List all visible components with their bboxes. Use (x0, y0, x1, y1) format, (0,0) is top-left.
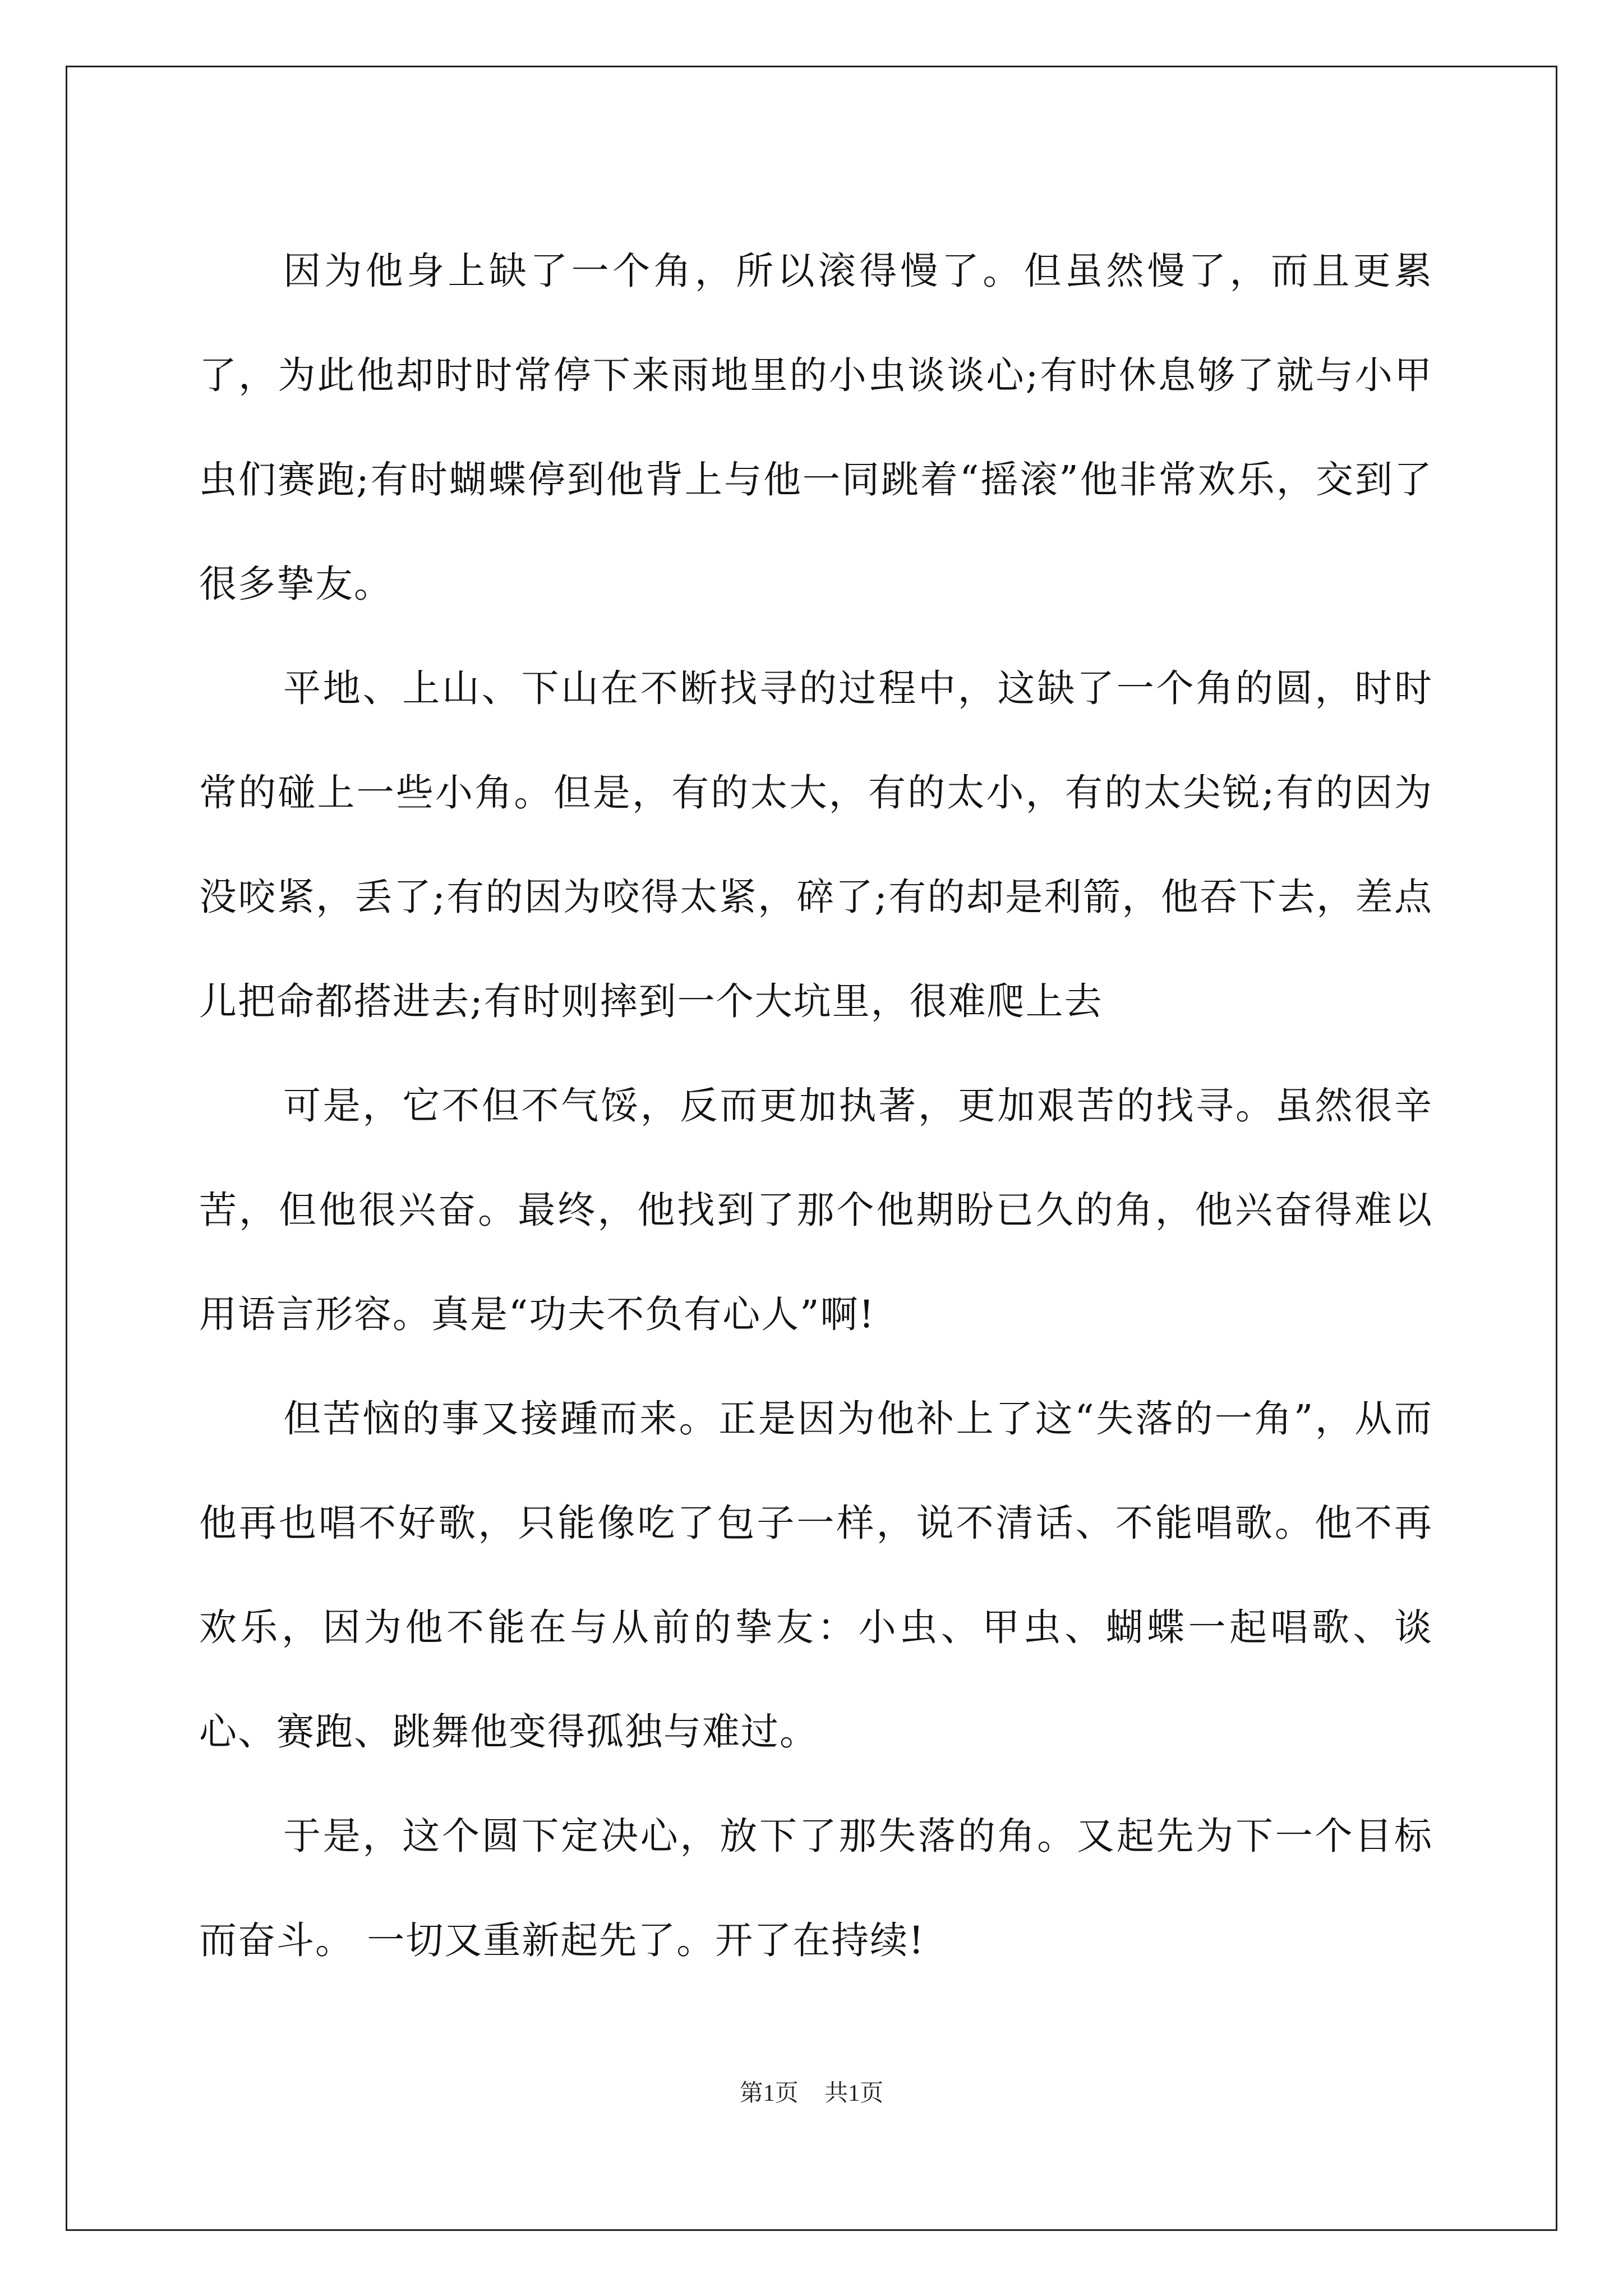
page-total: 共1页 (824, 2081, 884, 2106)
paragraph-5: 于是，这个圆下定决心，放下了那失落的角。又起先为下一个目标而奋斗。 一切又重新起先了。开了在持续! (199, 1814, 1433, 1962)
paragraph-2: 平地、上山、下山在不断找寻的过程中，这缺了一个角的圆，时时常的碰上一些小角。但是，有的太大，有的太小，有的太尖锐;有的因为没咬紧，丢了;有的因为咬得太紧，碎了;有的却是利箭，他吞下去，差点儿把命都搭进去;有时则摔到一个大坑里，很难爬上去 (199, 666, 1433, 1023)
document-body (199, 219, 1433, 1993)
paragraph-1: 因为他身上缺了一个角，所以滚得慢了。但虽然慢了，而且更累了，为此他却时时常停下来雨地里的小虫谈谈心;有时休息够了就与小甲虫们赛跑;有时蝴蝶停到他背上与他一同跳着“摇滚”他非常欢乐，交到了很多挚友。 (199, 249, 1433, 606)
paragraph-3: 可是，它不但不气馁，反而更加执著，更加艰苦的找寻。虽然很辛苦，但他很兴奋。最终，他找到了那个他期盼已久的角，他兴奋得难以用语言形容。真是“功夫不负有心人”啊! (199, 1084, 1433, 1336)
page-number: 第1页 (739, 2081, 799, 2106)
page-footer (0, 2074, 1623, 2108)
paragraph-4: 但苦恼的事又接踵而来。正是因为他补上了这“失落的一角”，从而他再也唱不好歌，只能像吃了包子一样，说不清话、不能唱歌。他不再欢乐，因为他不能在与从前的挚友：小虫、甲虫、蝴蝶一起唱歌、谈心、赛跑、跳舞他变得孤独与难过。 (199, 1397, 1433, 1754)
